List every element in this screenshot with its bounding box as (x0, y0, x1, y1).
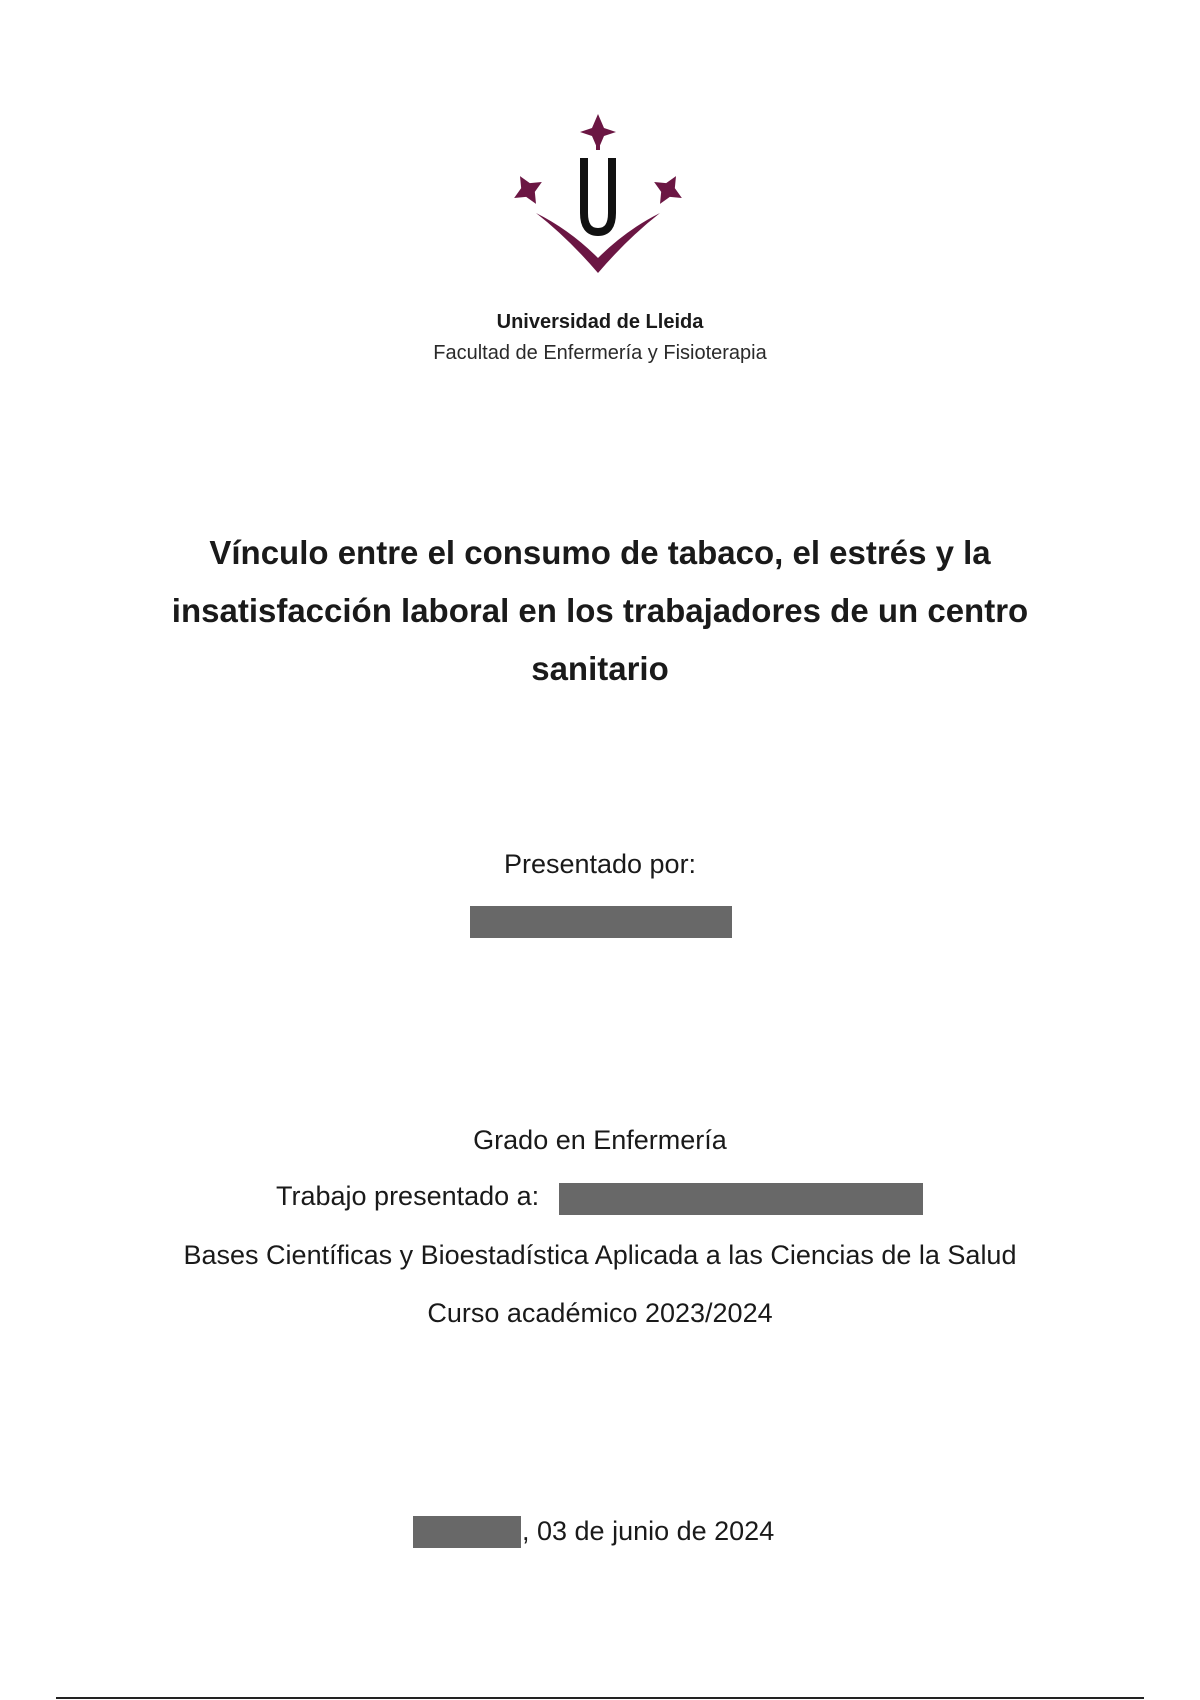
document-title: Vínculo entre el consumo de tabaco, el estrés y la insatisfacción laboral en los trabajadores de un centro sanitario (171, 534, 1029, 687)
university-name: Universidad de Lleida (496, 311, 704, 333)
tutor-label: Trabajo presentado a: (276, 1181, 540, 1211)
university-logo-icon (498, 108, 698, 288)
redacted-author-name (470, 906, 732, 938)
tutor-row (0, 1181, 1200, 1217)
redacted-tutor-name (559, 1183, 923, 1215)
academic-course: Curso académico 2023/2024 (427, 1298, 773, 1328)
redacted-place (413, 1516, 521, 1548)
logo-star-right (646, 168, 690, 212)
logo-letter-u (584, 158, 612, 232)
logo-star-top (580, 114, 616, 150)
subject-name: Bases Científicas y Bioestadística Aplicada a las Ciencias de la Salud (183, 1240, 1017, 1270)
date-text: , 03 de junio de 2024 (522, 1516, 775, 1546)
faculty-name: Facultad de Enfermería y Fisioterapia (433, 342, 767, 364)
bottom-rule (56, 1697, 1144, 1699)
degree-name: Grado en Enfermería (473, 1125, 727, 1155)
logo-chevron (536, 213, 660, 273)
date-row (0, 1516, 1200, 1552)
presented-by-label: Presentado por: (503, 849, 697, 879)
logo-star-left (506, 168, 550, 212)
